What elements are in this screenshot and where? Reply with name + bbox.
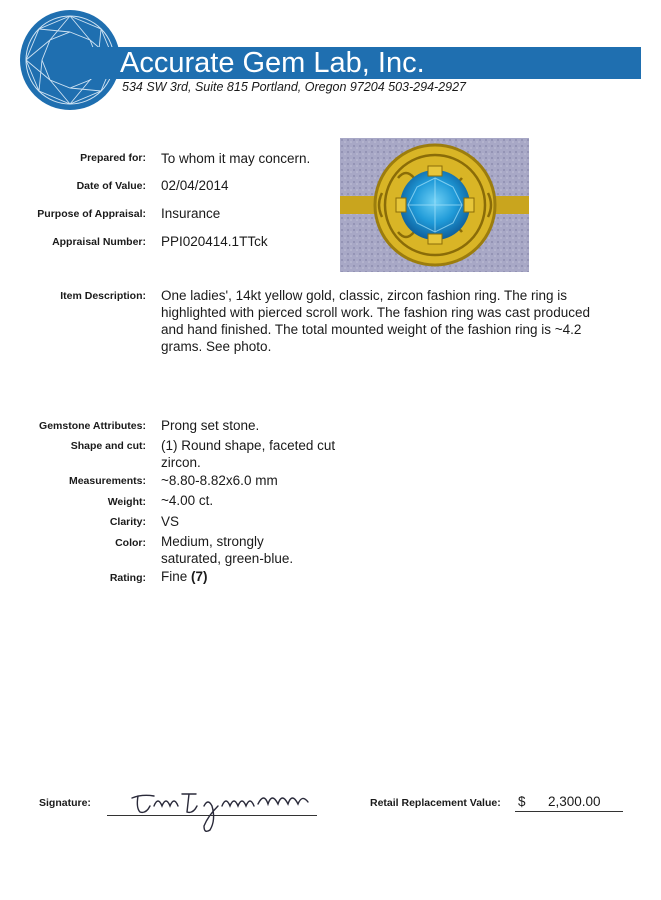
replacement-value: 2,300.00	[548, 794, 601, 809]
rating-score: (7)	[191, 569, 208, 584]
rating-label: Rating:	[109, 572, 146, 584]
rating-value	[161, 568, 208, 585]
date-of-value: 02/04/2014	[161, 178, 229, 193]
price-underline	[515, 811, 623, 812]
color-value: Medium, strongly saturated, green-blue.	[161, 534, 294, 566]
handwritten-signature	[124, 780, 324, 840]
gold-ring-blue-zircon-photo	[340, 138, 529, 272]
purpose-label: Purpose of Appraisal:	[37, 208, 146, 220]
replacement-value-label: Retail Replacement Value:	[370, 797, 501, 809]
date-of-value-label: Date of Value:	[76, 180, 146, 192]
item-description-label: Item Description:	[60, 290, 146, 302]
gemstone-attributes-label: Gemstone Attributes:	[39, 420, 146, 432]
color-label: Color:	[115, 537, 146, 549]
prepared-for-value: To whom it may concern.	[161, 151, 311, 166]
clarity-value: VS	[161, 514, 180, 529]
measurements-label: Measurements:	[68, 475, 146, 487]
weight-label: Weight:	[107, 496, 146, 508]
signature-label: Signature:	[39, 797, 91, 809]
currency-symbol: $	[518, 794, 526, 809]
clarity-label: Clarity:	[109, 516, 146, 528]
company-name: Accurate Gem Lab, Inc.	[120, 47, 425, 79]
company-address: 534 SW 3rd, Suite 815 Portland, Oregon 97204 503-294-2927	[122, 80, 466, 94]
rating-text: Fine	[161, 569, 188, 584]
gemstone-attributes-value: Prong set stone.	[161, 418, 260, 433]
measurements-value: ~8.80-8.82x6.0 mm	[161, 473, 278, 488]
shape-cut-label: Shape and cut:	[70, 440, 146, 452]
item-description: One ladies', 14kt yellow gold, classic, zircon fashion ring. The ring is highlighted with pierced scroll work. The fashion ring was cast produced and hand finished. The total mounted weight of the fashion ring is ~4.2 grams. See photo.	[161, 288, 590, 354]
prepared-for-label: Prepared for:	[80, 152, 146, 164]
purpose-value: Insurance	[161, 206, 221, 221]
shape-cut-value: (1) Round shape, faceted cut zircon.	[161, 438, 336, 470]
weight-value: ~4.00 ct.	[161, 493, 214, 508]
appraisal-number: PPI020414.1TTck	[161, 234, 268, 249]
appraisal-number-label: Appraisal Number:	[52, 236, 146, 248]
